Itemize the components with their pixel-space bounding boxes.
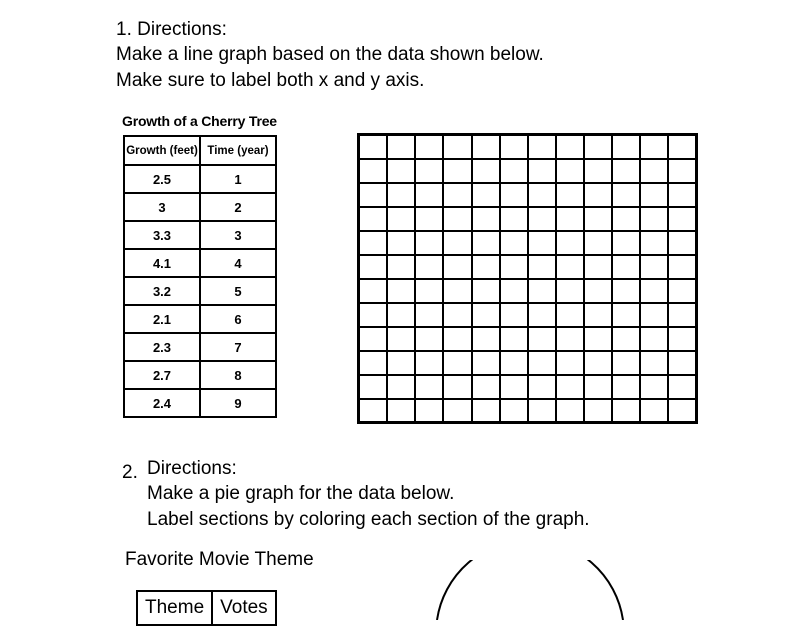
table-row xyxy=(124,193,276,221)
blank-pie-chart-circle xyxy=(420,560,660,620)
section-1-title: 1. Directions: xyxy=(116,19,227,40)
cherry-tree-table-title: Growth of a Cherry Tree xyxy=(122,113,277,129)
time-cell: 4 xyxy=(200,249,276,277)
blank-graph-grid xyxy=(357,133,698,424)
table-row xyxy=(124,305,276,333)
table-row xyxy=(124,221,276,249)
growth-cell: 4.1 xyxy=(124,249,200,277)
time-cell: 2 xyxy=(200,193,276,221)
table-row xyxy=(124,333,276,361)
growth-cell: 2.4 xyxy=(124,389,200,417)
cherry-tree-table xyxy=(123,135,277,418)
growth-cell: 3 xyxy=(124,193,200,221)
time-cell: 7 xyxy=(200,333,276,361)
time-cell: 9 xyxy=(200,389,276,417)
table-row xyxy=(124,389,276,417)
growth-cell: 2.3 xyxy=(124,333,200,361)
section-1-instruction-2: Make sure to label both x and y axis. xyxy=(116,70,425,91)
time-cell: 1 xyxy=(200,165,276,193)
table-header-row xyxy=(124,136,276,165)
theme-header: Theme xyxy=(137,591,212,625)
section-2-title: Directions: xyxy=(147,458,237,479)
section-2-instruction-1: Make a pie graph for the data below. xyxy=(147,483,455,504)
growth-cell: 2.5 xyxy=(124,165,200,193)
growth-cell: 2.1 xyxy=(124,305,200,333)
growth-cell: 3.3 xyxy=(124,221,200,249)
movie-theme-table xyxy=(136,590,277,626)
table-row xyxy=(124,249,276,277)
table-row xyxy=(124,361,276,389)
section-2-instruction-2: Label sections by coloring each section of the graph. xyxy=(147,509,590,530)
section-2-number: 2. xyxy=(122,462,138,483)
time-cell: 6 xyxy=(200,305,276,333)
time-cell: 8 xyxy=(200,361,276,389)
growth-cell: 2.7 xyxy=(124,361,200,389)
movie-table-title: Favorite Movie Theme xyxy=(125,549,314,570)
growth-header: Growth (feet) xyxy=(124,136,200,165)
table-row xyxy=(124,165,276,193)
time-cell: 3 xyxy=(200,221,276,249)
time-header: Time (year) xyxy=(200,136,276,165)
section-1-instruction-1: Make a line graph based on the data shown below. xyxy=(116,44,544,65)
growth-cell: 3.2 xyxy=(124,277,200,305)
votes-header: Votes xyxy=(212,591,276,625)
table-row xyxy=(124,277,276,305)
time-cell: 5 xyxy=(200,277,276,305)
